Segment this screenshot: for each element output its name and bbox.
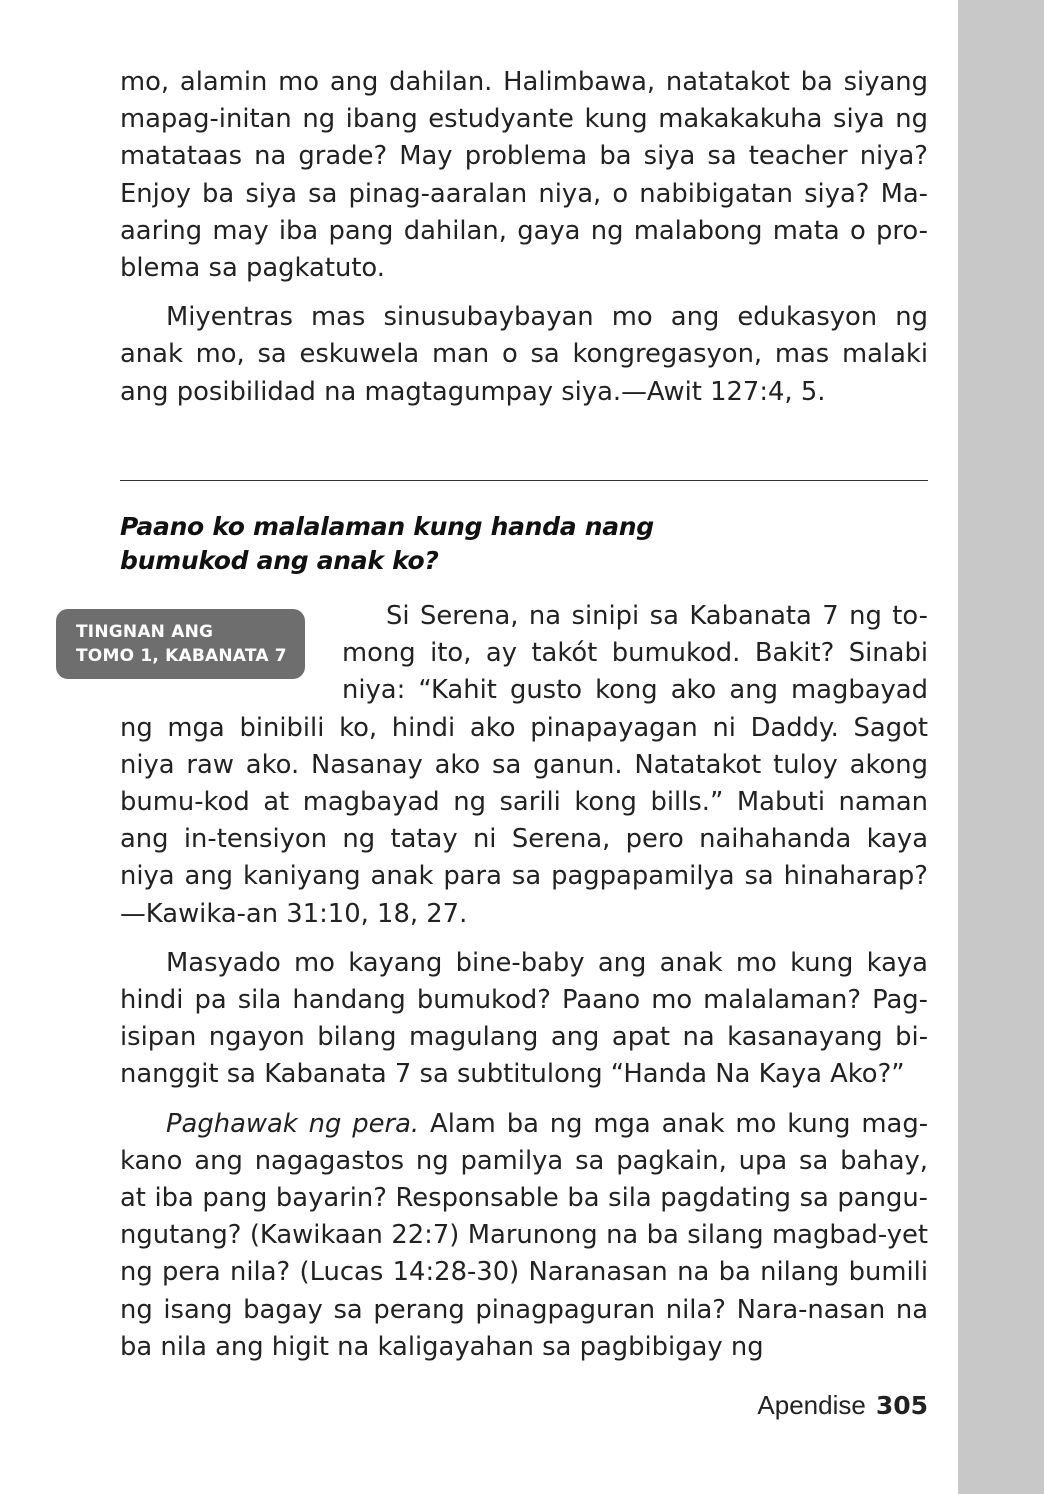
paragraph: Masyado mo kayang bine-baby ang anak mo kung kaya hindi pa sila handang bumukod? Paano mo malalaman? Pag-isipan ngayon bilang magulang ang apat na kasanayang bi-nanggit sa Kabanata 7 sa subtitulong “Handa Na Kaya Ako?” bbox=[120, 947, 928, 1090]
paragraph bbox=[120, 1106, 928, 1366]
heading-line: Paano ko malalaman kung handa nang bbox=[120, 512, 654, 541]
callout-line: TINGNAN ANG bbox=[76, 622, 214, 642]
emphasis: Paghawak ng pera. bbox=[166, 1108, 420, 1139]
side-tab bbox=[958, 0, 1044, 1494]
heading-line: bumukod ang anak ko? bbox=[120, 546, 439, 575]
footer-label: Apendise bbox=[757, 1390, 866, 1420]
callout-line: TOMO 1, KABANATA 7 bbox=[76, 646, 287, 666]
section-heading bbox=[120, 510, 740, 578]
section-body bbox=[120, 598, 928, 1366]
paragraph: Miyentras mas sinusubaybayan mo ang edukasyon ng anak mo, sa eskuwela man o sa kongregasyon, mas malaki ang posibilidad na magtagumpay siya.—Awit 127:4, 5. bbox=[120, 302, 928, 407]
callout-spacer bbox=[120, 598, 342, 706]
paragraph-text: Alam ba ng mga anak mo kung mag-kano ang nagagastos ng pamilya sa pagkain, upa sa bahay, at iba pang bayarin? Responsable ba sila pagdating sa pangu-ngutang? (Kawikaan 22:7) Marunong na ba silang magbad-yet ng pera nila? (Lucas 14:28-30) Naranasan na ba nilang bumili ng isang bagay sa perang pinagpaguran nila? Nara-nasan na ba nila ang higit na kaligayahan sa pagbibigay ng bbox=[120, 1108, 928, 1362]
page-footer bbox=[757, 1390, 928, 1421]
section-divider bbox=[120, 480, 928, 481]
page-number: 305 bbox=[875, 1391, 928, 1420]
paragraph: Si Serena, na sinipi sa Kabanata 7 ng to-mong ito, ay takót bumukod. Bakit? Sinabi niya: “Kahit gusto kong ako ang magbayad ng mga binibili ko, hindi ako pinapayagan ni Daddy. Sagot niya raw ako. Nasanay ako sa ganun. Natatakot tuloy akong bumu-kod at magbayad ng sarili kong bills.” Mabuti naman ang in-tensiyon ng tatay ni Serena, pero naihahanda kaya niya ang kaniyang anak para sa pagpapamilya sa hinaharap?—Kawika-an 31:10, 18, 27. bbox=[120, 601, 928, 929]
top-text bbox=[120, 64, 928, 411]
side-tab-label: KALAYAAN bbox=[905, 617, 954, 867]
paragraph: mo, alamin mo ang dahilan. Halimbawa, natatakot ba siyang mapag-initan ng ibang estudyante kung makakakuha siya ng matataas na grade? May problema ba siya sa teacher niya? Enjoy ba siya sa pinag-aaralan niya, o nabibigatan siya? Ma-aaring may iba pang dahilan, gaya ng malabong mata o pro-blema sa pagkatuto. bbox=[120, 67, 928, 284]
